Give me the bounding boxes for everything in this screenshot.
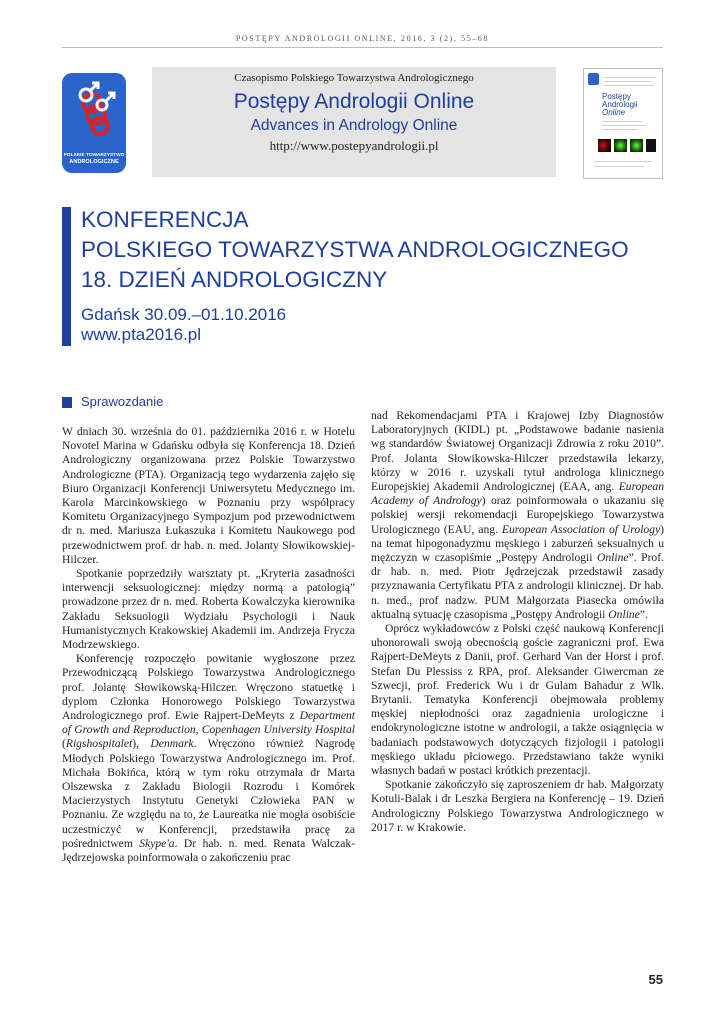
journal-subtitle: Advances in Andrology Online	[250, 117, 458, 134]
paragraph: Spotkanie poprzedziły warsztaty pt. „Kryteria zasadności interwencji seksuologicznej: między normą a patologią” prowadzone przez dr n. med. Roberta Kowalczyka kierownika Zakładu Seksuologii Wydziału Psychologii i Nauk Humanistycznych Krakowskiej Akademii im. Andrzeja Frycza Modrzewskiego.	[62, 567, 355, 652]
society-logo	[62, 73, 126, 173]
header-rule	[62, 47, 663, 48]
cover-micrograph	[598, 139, 611, 152]
journal-cover-thumbnail	[583, 68, 663, 179]
section-marker	[62, 397, 72, 408]
section-label: Sprawozdanie	[81, 394, 164, 409]
gender-rings-icon	[66, 79, 122, 137]
cover-micrograph	[646, 139, 656, 152]
title-accent-bar	[62, 207, 71, 346]
society-name: Czasopismo Polskiego Towarzystwa Andrologicznego	[234, 72, 474, 84]
conference-title: KONFERENCJA POLSKIEGO TOWARZYSTWA ANDROLOGICZNEGO 18. DZIEŃ ANDROLOGICZNY	[81, 207, 629, 292]
conference-url[interactable]: www.pta2016.pl	[81, 325, 202, 344]
cover-micrograph	[614, 139, 627, 152]
running-head: POSTĘPY ANDROLOGII ONLINE, 2016, 3 (2), 55–68	[235, 34, 490, 43]
left-column	[62, 425, 355, 865]
page-number: 55	[648, 972, 663, 987]
paragraph: Spotkanie zakończyło się zaproszeniem dr hab. Małgorzaty Kotuli-Balak i dr Leszka Bergiera na Konferencję – 19. Dzień Andrologiczny Polskiego Towarzystwa Andrologicznego w 2017 r. w Krakowie.	[371, 778, 664, 834]
journal-banner	[152, 67, 556, 177]
cover-title: Postępy Andrologii Online	[602, 92, 638, 117]
logo-caption: POLSKIE TOWARZYSTWO ANDROLOGICZNE	[63, 153, 125, 165]
paragraph: Konferencję rozpoczęło powitanie wygłoszone przez Przewodniczącą Polskiego Towarzystwa Andrologicznego prof. Jolantę Słowikowską-Hilczer. Wręczono statuetkę i dyplom Członka Honorowego Polskiego Towarzystwa Andrologicznego prof. Ewie Rajpert-DeMeyts z Department of Growth and Reproduction, Copenhagen University Hospital (Rigshospitalet), Denmark. Wręczono również Nagrodę Młodych Polskiego Towarzystwa Andrologicznego im. Prof. Michała Bokińca, którą w tym roku otrzymała dr Marta Olszewska z Zakładu Biologii Rozrodu i Komórek Macierzystych Instytutu Genetyki Człowieka PAN w Poznaniu. Ze względu na to, że Laureatka nie mogła osobiście uczestniczyć w Konferencji, przedstawiła pracę za pośrednictwem Skype'a. Dr hab. n. med. Renata Walczak-Jędrzejowska poinformowała o zakończeniu prac	[62, 652, 356, 865]
journal-url[interactable]: http://www.postepyandrologii.pl	[269, 138, 439, 153]
cover-micrograph	[630, 139, 643, 152]
paragraph: nad Rekomendacjami PTA i Krajowej Izby Diagnostów Laboratoryjnych (KIDL) pt. „Podstawowe badanie nasienia wg standardów Światowej Organizacji Zdrowia z roku 2010”. Prof. Jolanta Słowikowska-Hilczer przedstawiła lekarzy, którzy w 2016 r. uzyskali tytuł androloga klinicznego Europejskiej Akademii Andrologicznej (EAA, ang. European Academy of Andrology) oraz poinformowała o ukazaniu się polskiej wersji rekomendacji Europejskiego Towarzystwa Urologicznego (EAU, ang. European Association of Urology) na temat hipogonadyzmu męskiego i zaburzeń seksualnych u mężczyzn w czasopiśmie „Postępy Andrologii Online”. Prof. dr hab. n. med. Piotr Jędrzejczak przedstawił zasady przyznawania Certyfikatu PTA z andrologii klinicznej. Dr hab. n. med., prof nadzw. PUM Małgorzata Piasecka omówiła aktualną sytuację czasopisma „Postępy Andrologii Online”.	[371, 409, 665, 621]
paragraph: W dniach 30. września do 01. października 2016 r. w Hotelu Novotel Marina w Gdańsku odbyła się Konferencja 18. Dzień Andrologiczny organizowana przez Polskie Towarzystwo Andrologiczne (PTA). Organizacją tego wydarzenia zajęło się Biuro Organizacji Konferencji Uniwersytetu Medycznego im. Karola Marcinkowskiego w Poznaniu przy współpracy Komitetu Organizacyjnego Sympozjum pod przewodnictwem dr n. med. Mariusza Łukaszuka i Komitetu Naukowego pod przewodnictwem prof. dr hab. n. med. Jolanty Słowikowskiej-Hilczer.	[62, 425, 355, 566]
cover-logo-icon	[588, 73, 599, 85]
journal-title: Postępy Andrologii Online	[233, 90, 475, 113]
conference-date: Gdańsk 30.09.–01.10.2016	[81, 305, 287, 324]
right-column	[371, 409, 664, 835]
paragraph: Oprócz wykładowców z Polski część naukową Konferencji uhonorowali swoją obecnością goście zagraniczni prof. Ewa Rajpert-DeMeyts z Danii, prof. Gerhard Van der Horst i prof. Stefan Du Plessiss z RPA, prof. Aleksander Giwercman ze Szwecji, prof. Frederick Wu i dr Gulam Bahadur z Wlk. Brytanii. Tematyka Konferencji obejmowała problemy męskiej niepłodności oraz zagadnienia urologiczne i endokrynologiczne istotne w andrologii, a także osiągnięcia w badaniach podstawowych dotyczących fizjologii i patologii męskiego układu płciowego. Przedstawiano także wyniki własnych badań w postaci krótkich prezentacji.	[371, 622, 664, 778]
